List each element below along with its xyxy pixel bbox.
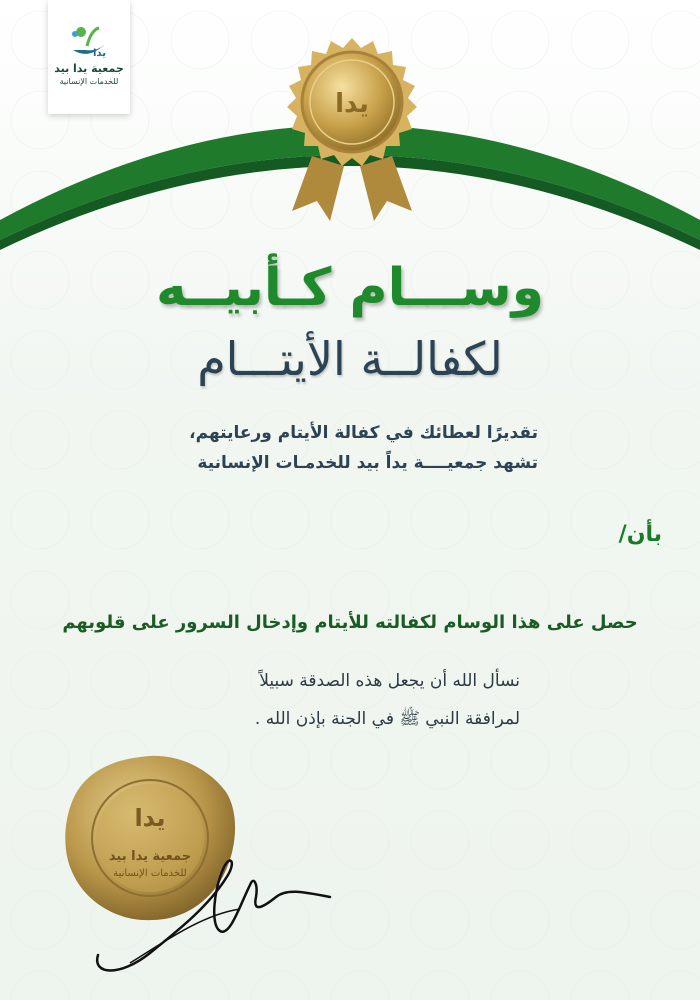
title-line-2: لكفالــة الأيتـــام <box>197 332 503 386</box>
award-statement: حصل على هذا الوسام لكفالته للأيتام وإدخال السرور على قلوبهم <box>62 612 638 633</box>
association-logo <box>48 0 130 114</box>
seal-mark-text: يدا <box>134 804 166 832</box>
seal-line-1: جمعية يدا بيد <box>108 849 192 864</box>
seal-line-2: للخدمات الإنسانية <box>113 868 187 879</box>
logo-subtitle: للخدمات الإنسانية <box>59 77 119 86</box>
title-line-1: وســـام كـأبيــه <box>156 258 544 318</box>
intro-text <box>189 418 538 478</box>
prayer-line-1: نسأل الله أن يجعل هذه الصدقة سبيلاً <box>259 671 520 691</box>
signature <box>90 845 340 985</box>
medal-mark-text: يدا <box>335 89 369 119</box>
prayer-text <box>255 662 520 738</box>
intro-line-1: تقديرًا لعطائك في كفالة الأيتام ورعايتهم، <box>189 423 538 443</box>
recipient-label: بأن/ <box>618 522 662 547</box>
hands-logo-icon <box>67 24 111 60</box>
logo-name: جمعية يدا بيد <box>54 62 124 75</box>
prayer-line-2: لمرافقة النبي ﷺ في الجنة بإذن الله . <box>254 709 520 729</box>
logo-mark-text: يدا <box>93 48 106 59</box>
gold-medal <box>272 36 432 226</box>
intro-line-2: تشهد جمعيــــة يداً بيد للخدمـات الإنسانية <box>197 453 538 473</box>
